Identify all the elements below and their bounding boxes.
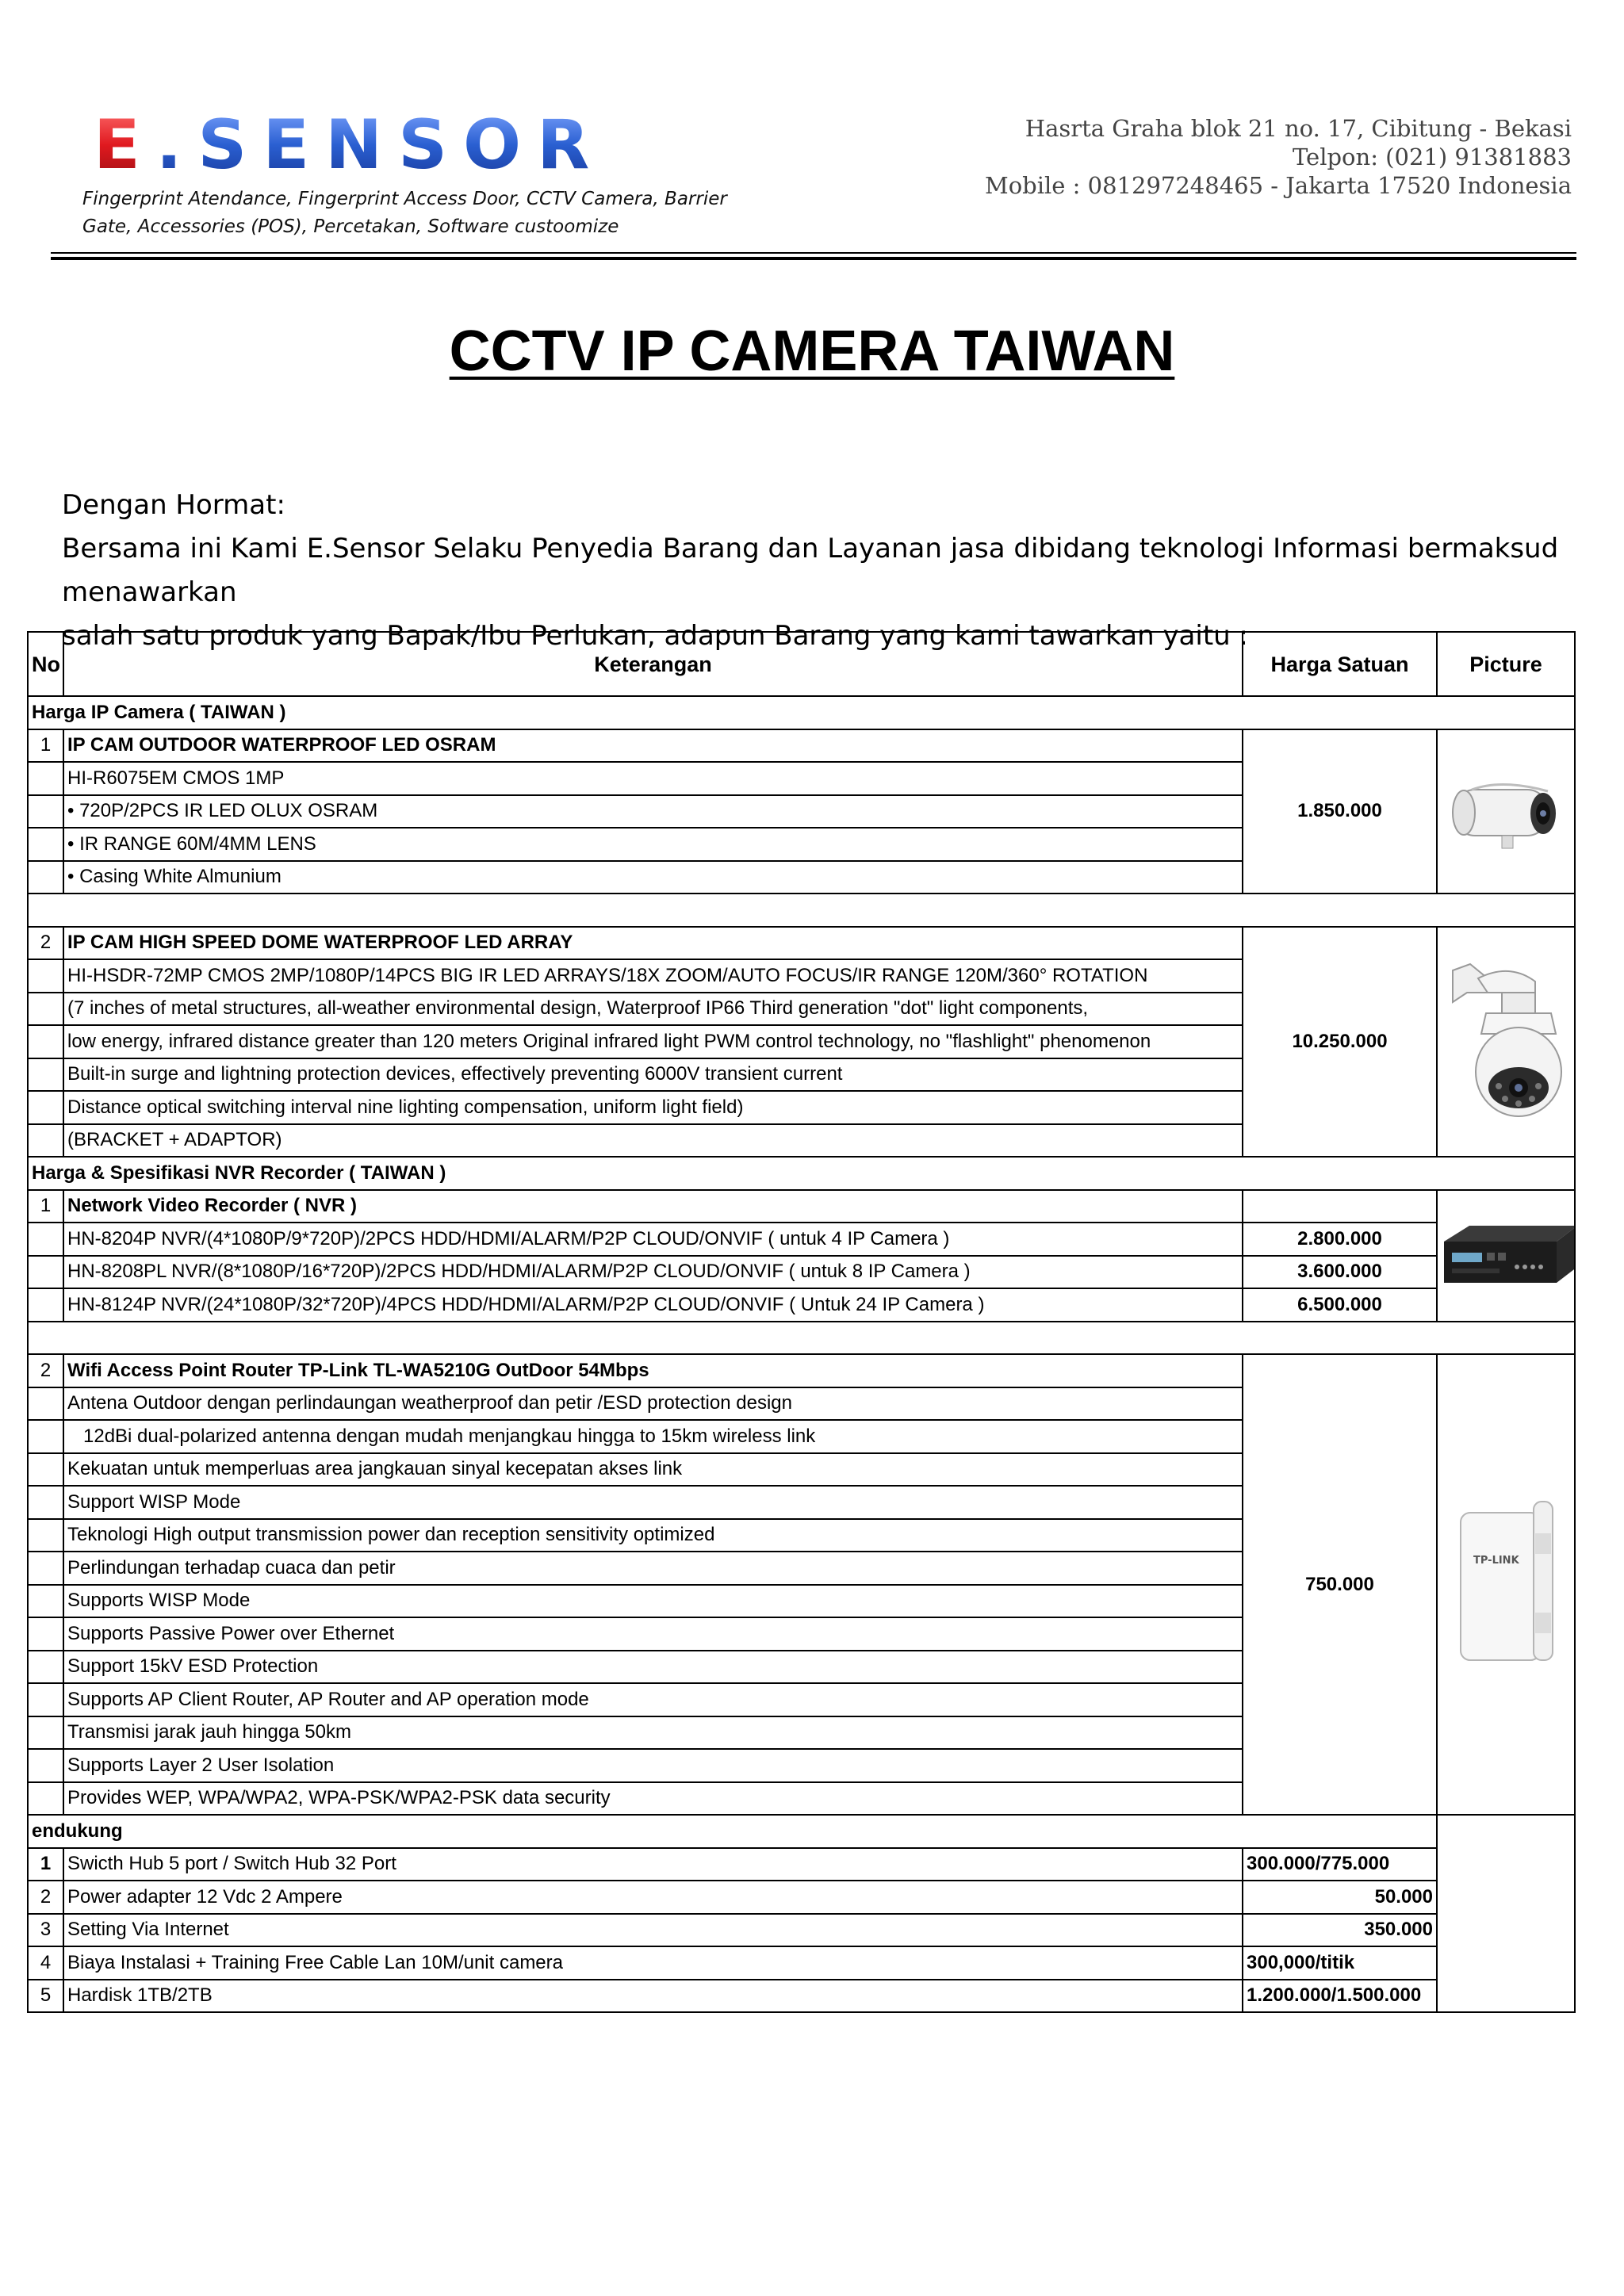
- item-title: IP CAM HIGH SPEED DOME WATERPROOF LED ARRAY: [63, 927, 1243, 960]
- table-row: [28, 1256, 1575, 1289]
- spacer-row: [28, 1322, 1575, 1355]
- item-no-empty: [28, 1025, 63, 1058]
- spacer-cell: [28, 894, 1575, 927]
- price-table: [27, 631, 1576, 2013]
- support-item: Biaya Instalasi + Training Free Cable Lan 10M/unit camera: [63, 1946, 1243, 1980]
- section-row: [28, 1815, 1575, 1848]
- spec-line: 12dBi dual-polarized antenna dengan mudah menjangkau hingga to 15km wireless link: [63, 1420, 1243, 1453]
- item-no-empty: [28, 1256, 63, 1289]
- address-mobile: Mobile : 081297248465 - Jakarta 17520 Indonesia: [985, 172, 1572, 199]
- header-keterangan: Keterangan: [63, 632, 1243, 696]
- dome-camera-image: [1446, 947, 1565, 1137]
- item-no: 5: [28, 1980, 63, 2013]
- section-row: [28, 1157, 1575, 1190]
- item-no-empty: [28, 1552, 63, 1585]
- table-row: [28, 729, 1575, 763]
- support-item: Hardisk 1TB/2TB: [63, 1980, 1243, 2013]
- support-item: Setting Via Internet: [63, 1914, 1243, 1947]
- table-row: [28, 927, 1575, 960]
- table-row: [28, 1881, 1575, 1914]
- item-no-empty: [28, 1124, 63, 1158]
- section-row: [28, 696, 1575, 729]
- support-price: 350.000: [1243, 1914, 1437, 1947]
- item-price: 750.000: [1243, 1354, 1437, 1815]
- item-no: 2: [28, 1354, 63, 1387]
- item-no-empty: [28, 1058, 63, 1092]
- spec-line: Kekuatan untuk memperluas area jangkauan sinyal kecepatan akses link: [63, 1453, 1243, 1487]
- table-row: [28, 1190, 1575, 1223]
- price-empty: [1243, 1190, 1437, 1223]
- intro-greeting: Dengan Hormat:: [62, 489, 285, 521]
- section-ip-camera: Harga IP Camera ( TAIWAN ): [28, 696, 1575, 729]
- intro-line-1: Bersama ini Kami E.Sensor Selaku Penyedia Barang dan Layanan jasa dibidang teknologi Informasi bermaksud menawarkan: [62, 533, 1559, 608]
- table-header-row: [28, 632, 1575, 696]
- spec-line: (BRACKET + ADAPTOR): [63, 1124, 1243, 1158]
- header-no: No: [28, 632, 63, 696]
- table-row: [28, 1980, 1575, 2013]
- picture-cell: [1437, 1190, 1575, 1322]
- support-item: Power adapter 12 Vdc 2 Ampere: [63, 1881, 1243, 1914]
- picture-cell: [1437, 927, 1575, 1158]
- support-price: 50.000: [1243, 1881, 1437, 1914]
- item-no-empty: [28, 1683, 63, 1716]
- table-row: [28, 1848, 1575, 1881]
- tagline-line-1: Fingerprint Atendance, Fingerprint Access Door, CCTV Camera, Barrier: [82, 189, 727, 209]
- support-price: 300,000/titik: [1243, 1946, 1437, 1980]
- spec-line: • 720P/2PCS IR LED OLUX OSRAM: [63, 795, 1243, 828]
- spec-line: Transmisi jarak jauh hingga 50km: [63, 1716, 1243, 1750]
- picture-empty: [1437, 1815, 1575, 2012]
- bullet-camera-image: [1446, 767, 1565, 855]
- item-no-empty: [28, 1420, 63, 1453]
- support-item: Swicth Hub 5 port / Switch Hub 32 Port: [63, 1848, 1243, 1881]
- nvr-price: 3.600.000: [1243, 1256, 1437, 1289]
- section-nvr: Harga & Spesifikasi NVR Recorder ( TAIWAN ): [28, 1157, 1575, 1190]
- spec-line: Support WISP Mode: [63, 1486, 1243, 1519]
- table-row: [28, 1946, 1575, 1980]
- item-title: Network Video Recorder ( NVR ): [63, 1190, 1243, 1223]
- spec-line: HI-R6075EM CMOS 1MP: [63, 762, 1243, 795]
- item-title: IP CAM OUTDOOR WATERPROOF LED OSRAM: [63, 729, 1243, 763]
- spec-line: Supports AP Client Router, AP Router and AP operation mode: [63, 1683, 1243, 1716]
- item-no: 1: [28, 1848, 63, 1881]
- item-no-empty: [28, 828, 63, 861]
- picture-cell: [1437, 729, 1575, 894]
- spec-line: Teknologi High output transmission power dan reception sensitivity optimized: [63, 1519, 1243, 1552]
- header-harga-satuan: Harga Satuan: [1243, 632, 1437, 696]
- address-phone: Telpon: (021) 91381883: [1292, 144, 1572, 170]
- intro-line-2: salah satu produk yang Bapak/Ibu Perlukan, adapun Barang yang kami tawarkan yaitu :: [62, 620, 1248, 652]
- item-no-empty: [28, 1288, 63, 1322]
- spec-line: (7 inches of metal structures, all-weather environmental design, Waterproof IP66 Third generation "dot" light components,: [63, 993, 1243, 1026]
- company-address: [985, 114, 1572, 200]
- spacer-cell: [28, 1322, 1575, 1355]
- table-row: [28, 1223, 1575, 1256]
- section-pendukung: endukung: [28, 1815, 1437, 1848]
- item-no-empty: [28, 993, 63, 1026]
- item-no: 3: [28, 1914, 63, 1947]
- nvr-model: HN-8208PL NVR/(8*1080P/16*720P)/2PCS HDD/HDMI/ALARM/P2P CLOUD/ONVIF ( untuk 8 IP Camera ): [63, 1256, 1243, 1289]
- spec-line: Antena Outdoor dengan perlindaungan weatherproof dan petir /ESD protection design: [63, 1387, 1243, 1421]
- item-no-empty: [28, 1617, 63, 1651]
- table-row: [28, 1288, 1575, 1322]
- item-no-empty: [28, 762, 63, 795]
- nvr-model: HN-8124P NVR/(24*1080P/32*720P)/4PCS HDD/HDMI/ALARM/P2P CLOUD/ONVIF ( Untuk 24 IP Camera ): [63, 1288, 1243, 1322]
- header-picture: Picture: [1437, 632, 1575, 696]
- item-price: 10.250.000: [1243, 927, 1437, 1158]
- item-no: 1: [28, 729, 63, 763]
- item-no-empty: [28, 1091, 63, 1124]
- access-point-image: [1446, 1494, 1565, 1676]
- item-no-empty: [28, 1486, 63, 1519]
- table-row: [28, 1914, 1575, 1947]
- spec-line: Provides WEP, WPA/WPA2, WPA-PSK/WPA2-PSK data security: [63, 1782, 1243, 1816]
- table-row: [28, 1354, 1575, 1387]
- spec-line: Built-in surge and lightning protection devices, effectively preventing 6000V transient current: [63, 1058, 1243, 1092]
- spec-line: HI-HSDR-72MP CMOS 2MP/1080P/14PCS BIG IR LED ARRAYS/18X ZOOM/AUTO FOCUS/IR RANGE 120M/360° ROTATION: [63, 959, 1243, 993]
- support-price: 1.200.000/1.500.000: [1243, 1980, 1437, 2013]
- spec-line: low energy, infrared distance greater than 120 meters Original infrared light PWM control technology, no "flashlight" phenomenon: [63, 1025, 1243, 1058]
- document-title-text: CCTV IP CAMERA TAIWAN: [449, 320, 1175, 383]
- spacer-row: [28, 894, 1575, 927]
- nvr-price: 2.800.000: [1243, 1223, 1437, 1256]
- company-logo: [94, 108, 680, 179]
- item-no: 2: [28, 927, 63, 960]
- item-no-empty: [28, 1782, 63, 1816]
- item-no-empty: [28, 1453, 63, 1487]
- support-price: 300.000/775.000: [1243, 1848, 1437, 1881]
- nvr-price: 6.500.000: [1243, 1288, 1437, 1322]
- header-divider-thick: [51, 257, 1576, 260]
- spec-line: Supports WISP Mode: [63, 1585, 1243, 1618]
- item-no-empty: [28, 959, 63, 993]
- nvr-recorder-image: [1438, 1218, 1575, 1294]
- spec-line: • Casing White Almunium: [63, 861, 1243, 894]
- item-no-empty: [28, 1749, 63, 1782]
- item-no-empty: [28, 1716, 63, 1750]
- spec-line: Supports Passive Power over Ethernet: [63, 1617, 1243, 1651]
- nvr-model: HN-8204P NVR/(4*1080P/9*720P)/2PCS HDD/HDMI/ALARM/P2P CLOUD/ONVIF ( untuk 4 IP Camera ): [63, 1223, 1243, 1256]
- picture-cell: [1437, 1354, 1575, 1815]
- company-tagline: [82, 186, 764, 241]
- item-title: Wifi Access Point Router TP-Link TL-WA5210G OutDoor 54Mbps: [63, 1354, 1243, 1387]
- item-no-empty: [28, 1585, 63, 1618]
- svg-text:E.SENSOR: E.SENSOR: [94, 108, 606, 179]
- spec-line: Supports Layer 2 User Isolation: [63, 1749, 1243, 1782]
- item-no: 2: [28, 1881, 63, 1914]
- item-no-empty: [28, 1223, 63, 1256]
- item-no-empty: [28, 1519, 63, 1552]
- document-title: [0, 316, 1624, 387]
- item-no-empty: [28, 795, 63, 828]
- header-divider-thin: [51, 252, 1576, 254]
- item-price: 1.850.000: [1243, 729, 1437, 894]
- tp-link-label: TP-LINK: [1473, 1554, 1519, 1567]
- spec-line: • IR RANGE 60M/4MM LENS: [63, 828, 1243, 861]
- address-line-1: Hasrta Graha blok 21 no. 17, Cibitung - Bekasi: [1025, 115, 1572, 142]
- item-no-empty: [28, 861, 63, 894]
- item-no-empty: [28, 1651, 63, 1684]
- tagline-line-2: Gate, Accessories (POS), Percetakan, Software custoomize: [82, 216, 619, 237]
- item-no-empty: [28, 1387, 63, 1421]
- spec-line: Perlindungan terhadap cuaca dan petir: [63, 1552, 1243, 1585]
- item-no: 4: [28, 1946, 63, 1980]
- spec-line: Support 15kV ESD Protection: [63, 1651, 1243, 1684]
- item-no: 1: [28, 1190, 63, 1223]
- spec-line: Distance optical switching interval nine lighting compensation, uniform light field): [63, 1091, 1243, 1124]
